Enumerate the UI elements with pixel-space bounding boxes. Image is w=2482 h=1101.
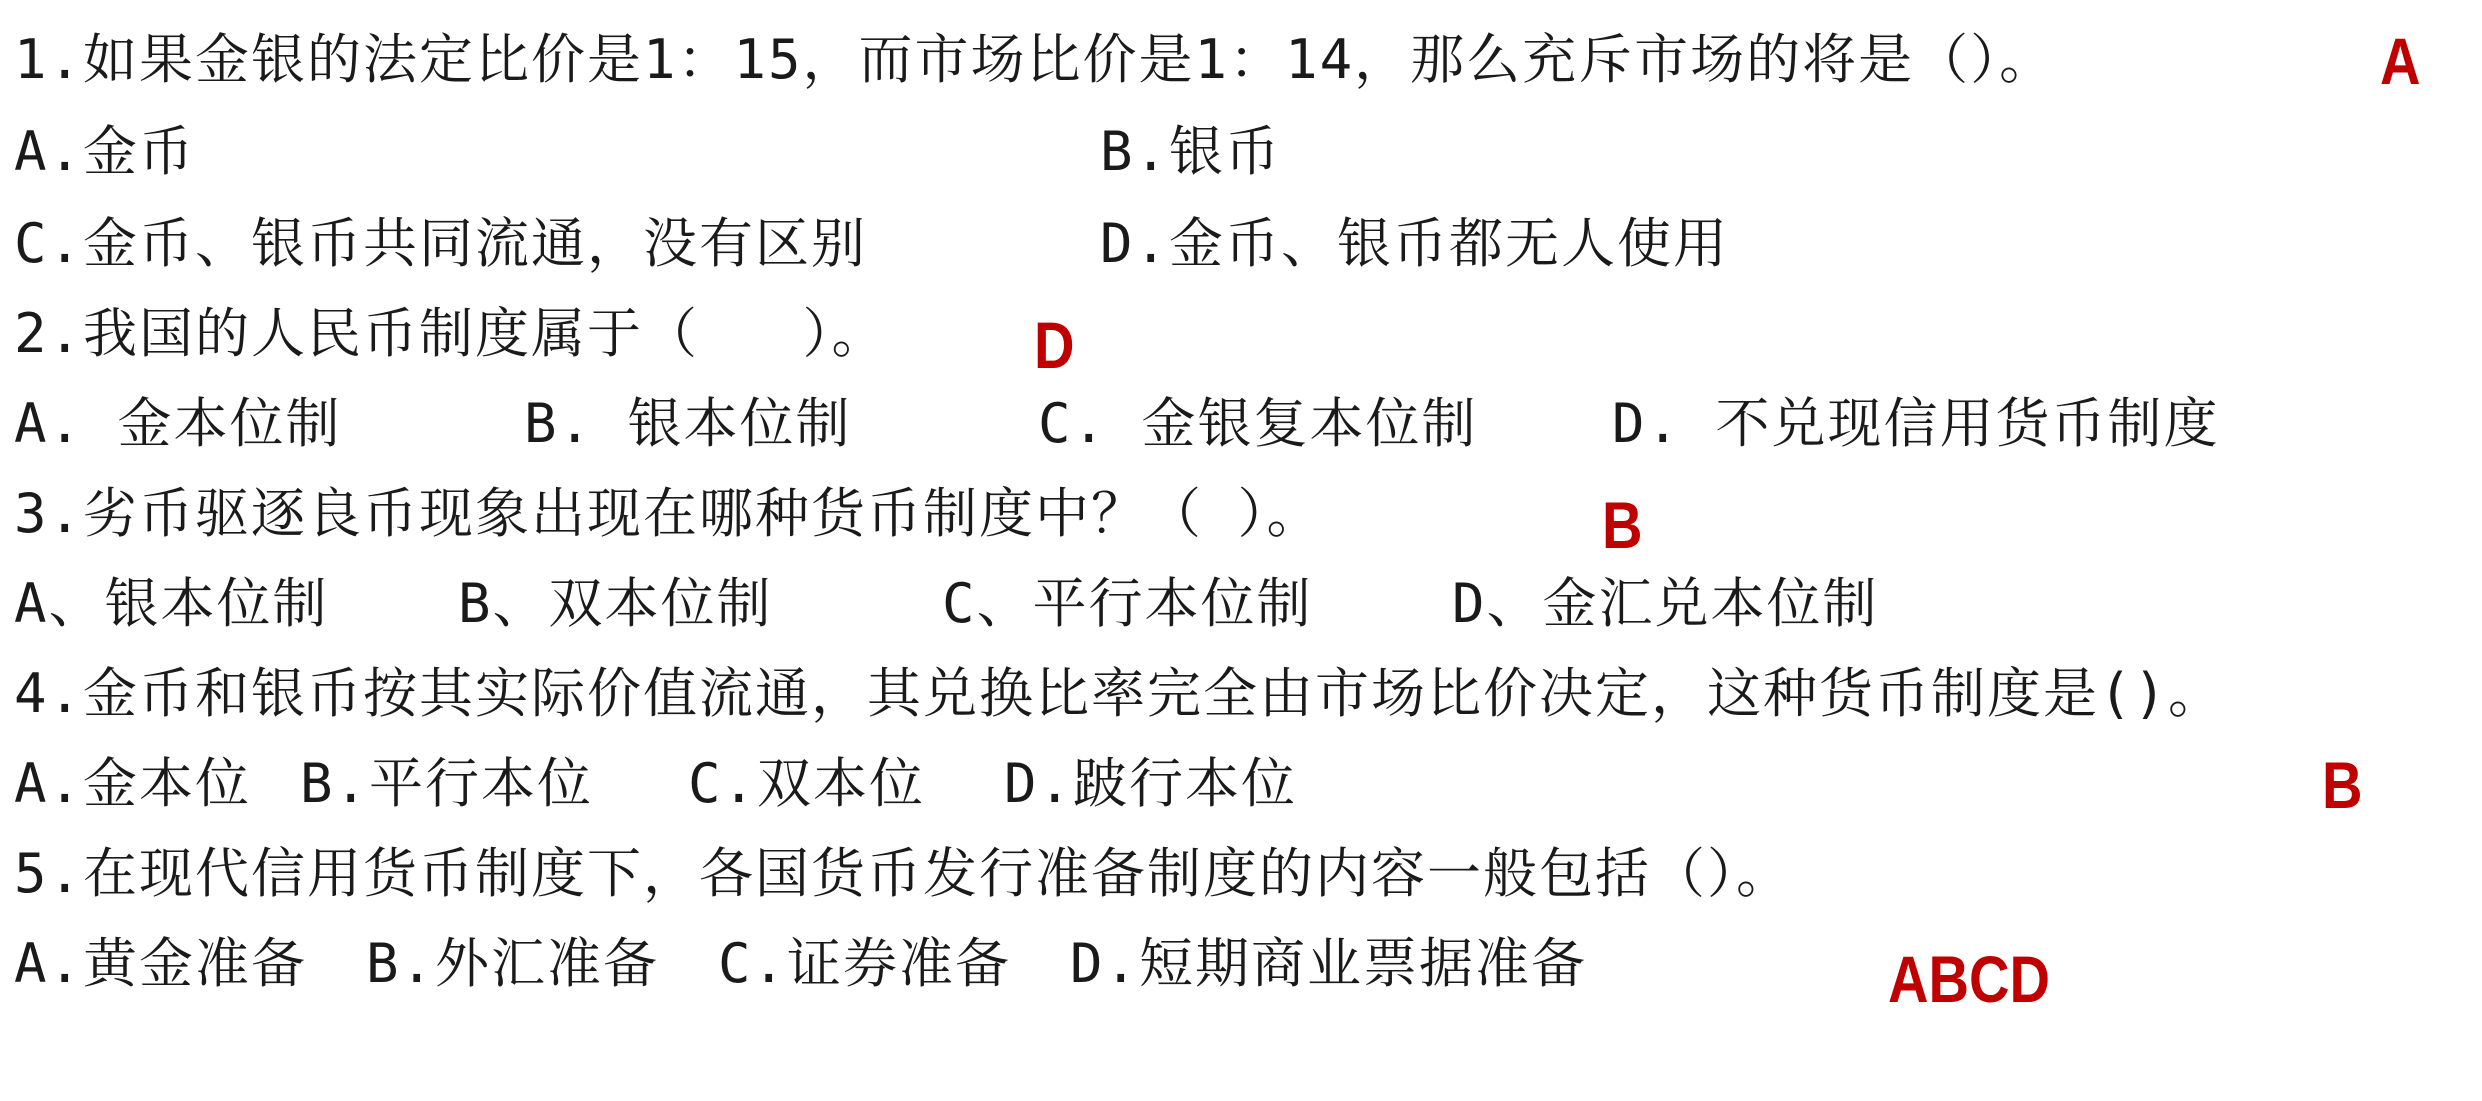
question-1-answer: A <box>2380 24 2421 98</box>
question-4-option-a: A.金本位 <box>14 752 252 815</box>
question-5-option-d: D.短期商业票据准备 <box>1070 932 1588 995</box>
question-2-option-d: D. 不兑现信用货币制度 <box>1612 392 2220 455</box>
question-3-option-a: A、银本位制 <box>14 572 329 635</box>
question-4-answer: B <box>2322 748 2363 822</box>
question-3-option-c: C、平行本位制 <box>942 572 1313 635</box>
question-5-answer: ABCD <box>1888 942 2051 1016</box>
question-1-option-c: C.金币、银币共同流通，没有区别 <box>14 212 868 275</box>
question-5-stem: 5.在现代信用货币制度下，各国货币发行准备制度的内容一般包括（）。 <box>14 842 1793 905</box>
question-2-option-a: A. 金本位制 <box>14 392 342 455</box>
question-1-stem: 1.如果金银的法定比价是1：15，而市场比价是1：14，那么充斥市场的将是（）。 <box>14 28 2056 91</box>
question-3-answer: B <box>1602 488 1643 562</box>
question-5-option-a: A.黄金准备 <box>14 932 308 995</box>
question-3-option-b: B、双本位制 <box>458 572 773 635</box>
question-2-option-b: B. 银本位制 <box>524 392 852 455</box>
question-4-option-c: C.双本位 <box>688 752 926 815</box>
question-2-answer: D <box>1034 308 1075 382</box>
question-2-stem: 2.我国的人民币制度属于（ ）。 <box>14 302 888 365</box>
question-5-option-b: B.外汇准备 <box>366 932 660 995</box>
question-3-option-d: D、金汇兑本位制 <box>1452 572 1879 635</box>
question-1-option-d: D.金币、银币都无人使用 <box>1100 212 1730 275</box>
question-5-option-c: C.证券准备 <box>718 932 1012 995</box>
question-4-option-d: D.跛行本位 <box>1004 752 1298 815</box>
question-4-option-b: B.平行本位 <box>300 752 594 815</box>
question-2-option-c: C. 金银复本位制 <box>1038 392 1478 455</box>
question-4-stem: 4.金币和银币按其实际价值流通，其兑换比率完全由市场比价决定，这种货币制度是()。 <box>14 662 2225 725</box>
question-3-stem: 3.劣币驱逐良币现象出现在哪种货币制度中？（ ）。 <box>14 482 1323 545</box>
question-1-option-b: B.银币 <box>1100 120 1282 183</box>
question-1-option-a: A.金币 <box>14 120 196 183</box>
